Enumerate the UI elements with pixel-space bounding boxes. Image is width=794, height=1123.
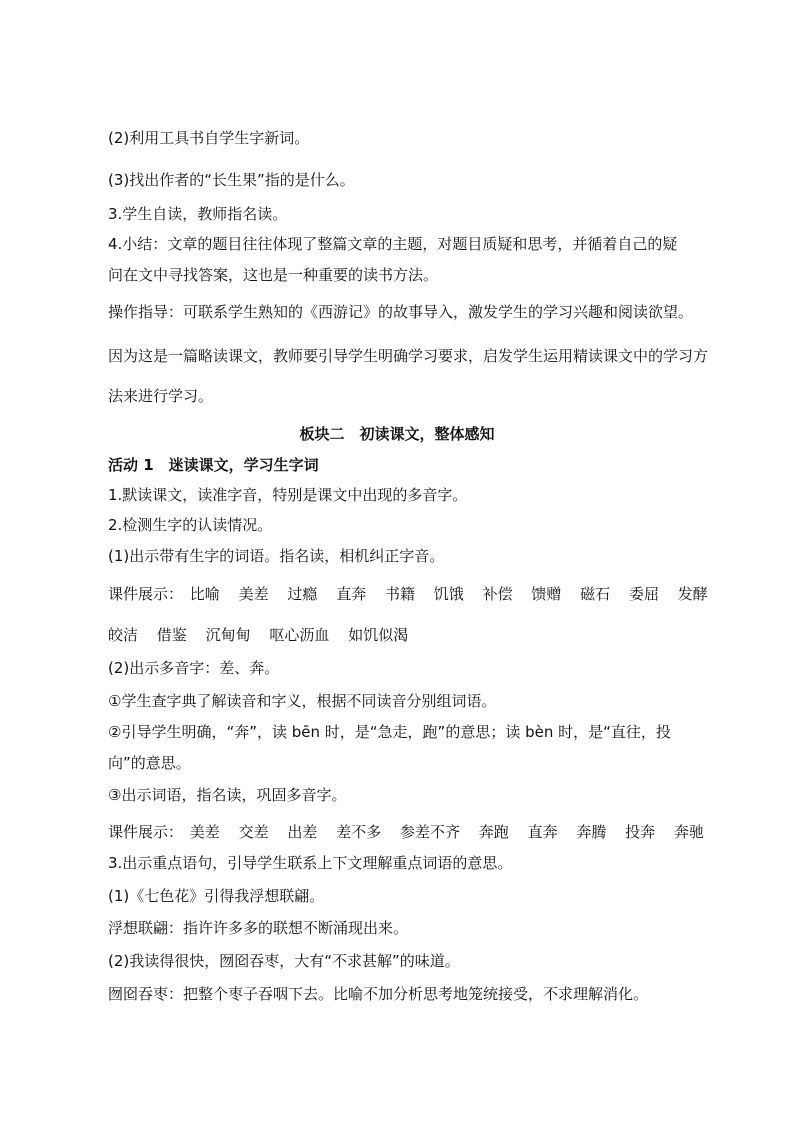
summary-label: 4.小结：: [108, 235, 168, 253]
text-line: 因为这是一篇略读课文，教师要引导学生明确学习要求，启发学生运用精读课文中的学习方: [108, 347, 709, 365]
summary-text: 文章的题目往往体现了整篇文章的主题，对题目质疑和思考，并循着自己的疑: [167, 235, 678, 253]
vocab-word: 美差: [189, 823, 220, 841]
text-line: 向”的意思。: [108, 754, 191, 772]
text-line: ③出示词语，指名读，巩固多音字。: [108, 786, 347, 804]
text-line: ②引导学生明确，“奔”，读 bēn 时，是“急走，跑”的意思；读 bèn 时，是“直往，投: [108, 723, 671, 741]
vocab-word: 补偿: [482, 585, 513, 603]
vocab-word: 饥饿: [433, 585, 464, 603]
guidance-line: 操作指导：可联系学生熟知的《西游记》的故事导入，激发学生的学习兴趣和阅读欲望。: [108, 303, 694, 321]
text-line: 法来进行学习。: [108, 387, 214, 405]
vocab-word: 出差: [287, 823, 318, 841]
vocab-word: 书籍: [384, 585, 415, 603]
vocab-word: 投奔: [625, 823, 656, 841]
courseware-row-3: [108, 822, 718, 842]
text-line: 3.出示重点语句，引导学生联系上下文理解重点词语的意思。: [108, 854, 513, 872]
vocab-word: 如饥似渴: [348, 626, 409, 644]
vocab-word: 皎洁: [108, 626, 139, 644]
text-line: (3)找出作者的“长生果”指的是什么。: [108, 171, 355, 189]
text-line: 浮想联翩：指许许多多的联想不断涌现出来。: [108, 919, 409, 937]
courseware-row-1: [108, 584, 722, 604]
vocab-word: 呕心沥血: [269, 626, 330, 644]
text-line: (1)出示带有生字的词语。指名读，相机纠正字音。: [108, 547, 445, 565]
vocab-word: 过瘾: [287, 585, 318, 603]
text-line: (1)《七色花》引得我浮想联翩。: [108, 887, 325, 905]
text-line: (2)我读得很快，囫囵吞枣，大有“不求甚解”的味道。: [108, 952, 460, 970]
courseware-label: 课件展示：: [108, 823, 184, 841]
text-line: (2)出示多音字：差、奔。: [108, 659, 280, 677]
vocab-word: 参差不齐: [399, 823, 460, 841]
vocab-word: 奔驰: [673, 823, 704, 841]
vocab-word: 委屈: [628, 585, 659, 603]
vocab-word: 磁石: [580, 585, 611, 603]
text-line: 3.学生自读，教师指名读。: [108, 205, 288, 223]
text-line: 1.默读课文，读准字音，特别是课文中出现的多音字。: [108, 486, 468, 504]
vocab-word: 借鉴: [156, 626, 187, 644]
courseware-row-2: [108, 625, 422, 645]
vocab-word: 沉甸甸: [205, 626, 251, 644]
activity-title: 活动 1 迷读课文，学习生字词: [108, 456, 319, 474]
summary-line: [108, 234, 677, 254]
vocab-word: 比喻: [189, 585, 220, 603]
vocab-word: 奔跑: [478, 823, 509, 841]
text-line: (2)利用工具书自学生字新词。: [108, 129, 310, 147]
vocab-word: 奔腾: [576, 823, 607, 841]
text-line: 囫囵吞枣：把整个枣子吞咽下去。比喻不加分析思考地笼统接受，不求理解消化。: [108, 985, 649, 1003]
vocab-word: 差不多: [336, 823, 382, 841]
vocab-word: 直奔: [336, 585, 367, 603]
text-line: 2.检测生字的认读情况。: [108, 516, 273, 534]
vocab-word: 交差: [238, 823, 269, 841]
courseware-label: 课件展示：: [108, 585, 184, 603]
vocab-word: 美差: [238, 585, 269, 603]
text-line: ①学生查字典了解读音和字义，根据不同读音分别组词语。: [108, 692, 497, 710]
text-line: 问在文中寻找答案，这也是一种重要的读书方法。: [108, 266, 439, 284]
vocab-word: 发酵: [677, 585, 708, 603]
vocab-word: 馈赠: [531, 585, 562, 603]
vocab-word: 直奔: [527, 823, 558, 841]
section-title: 板块二 初读课文，整体感知: [299, 425, 495, 443]
